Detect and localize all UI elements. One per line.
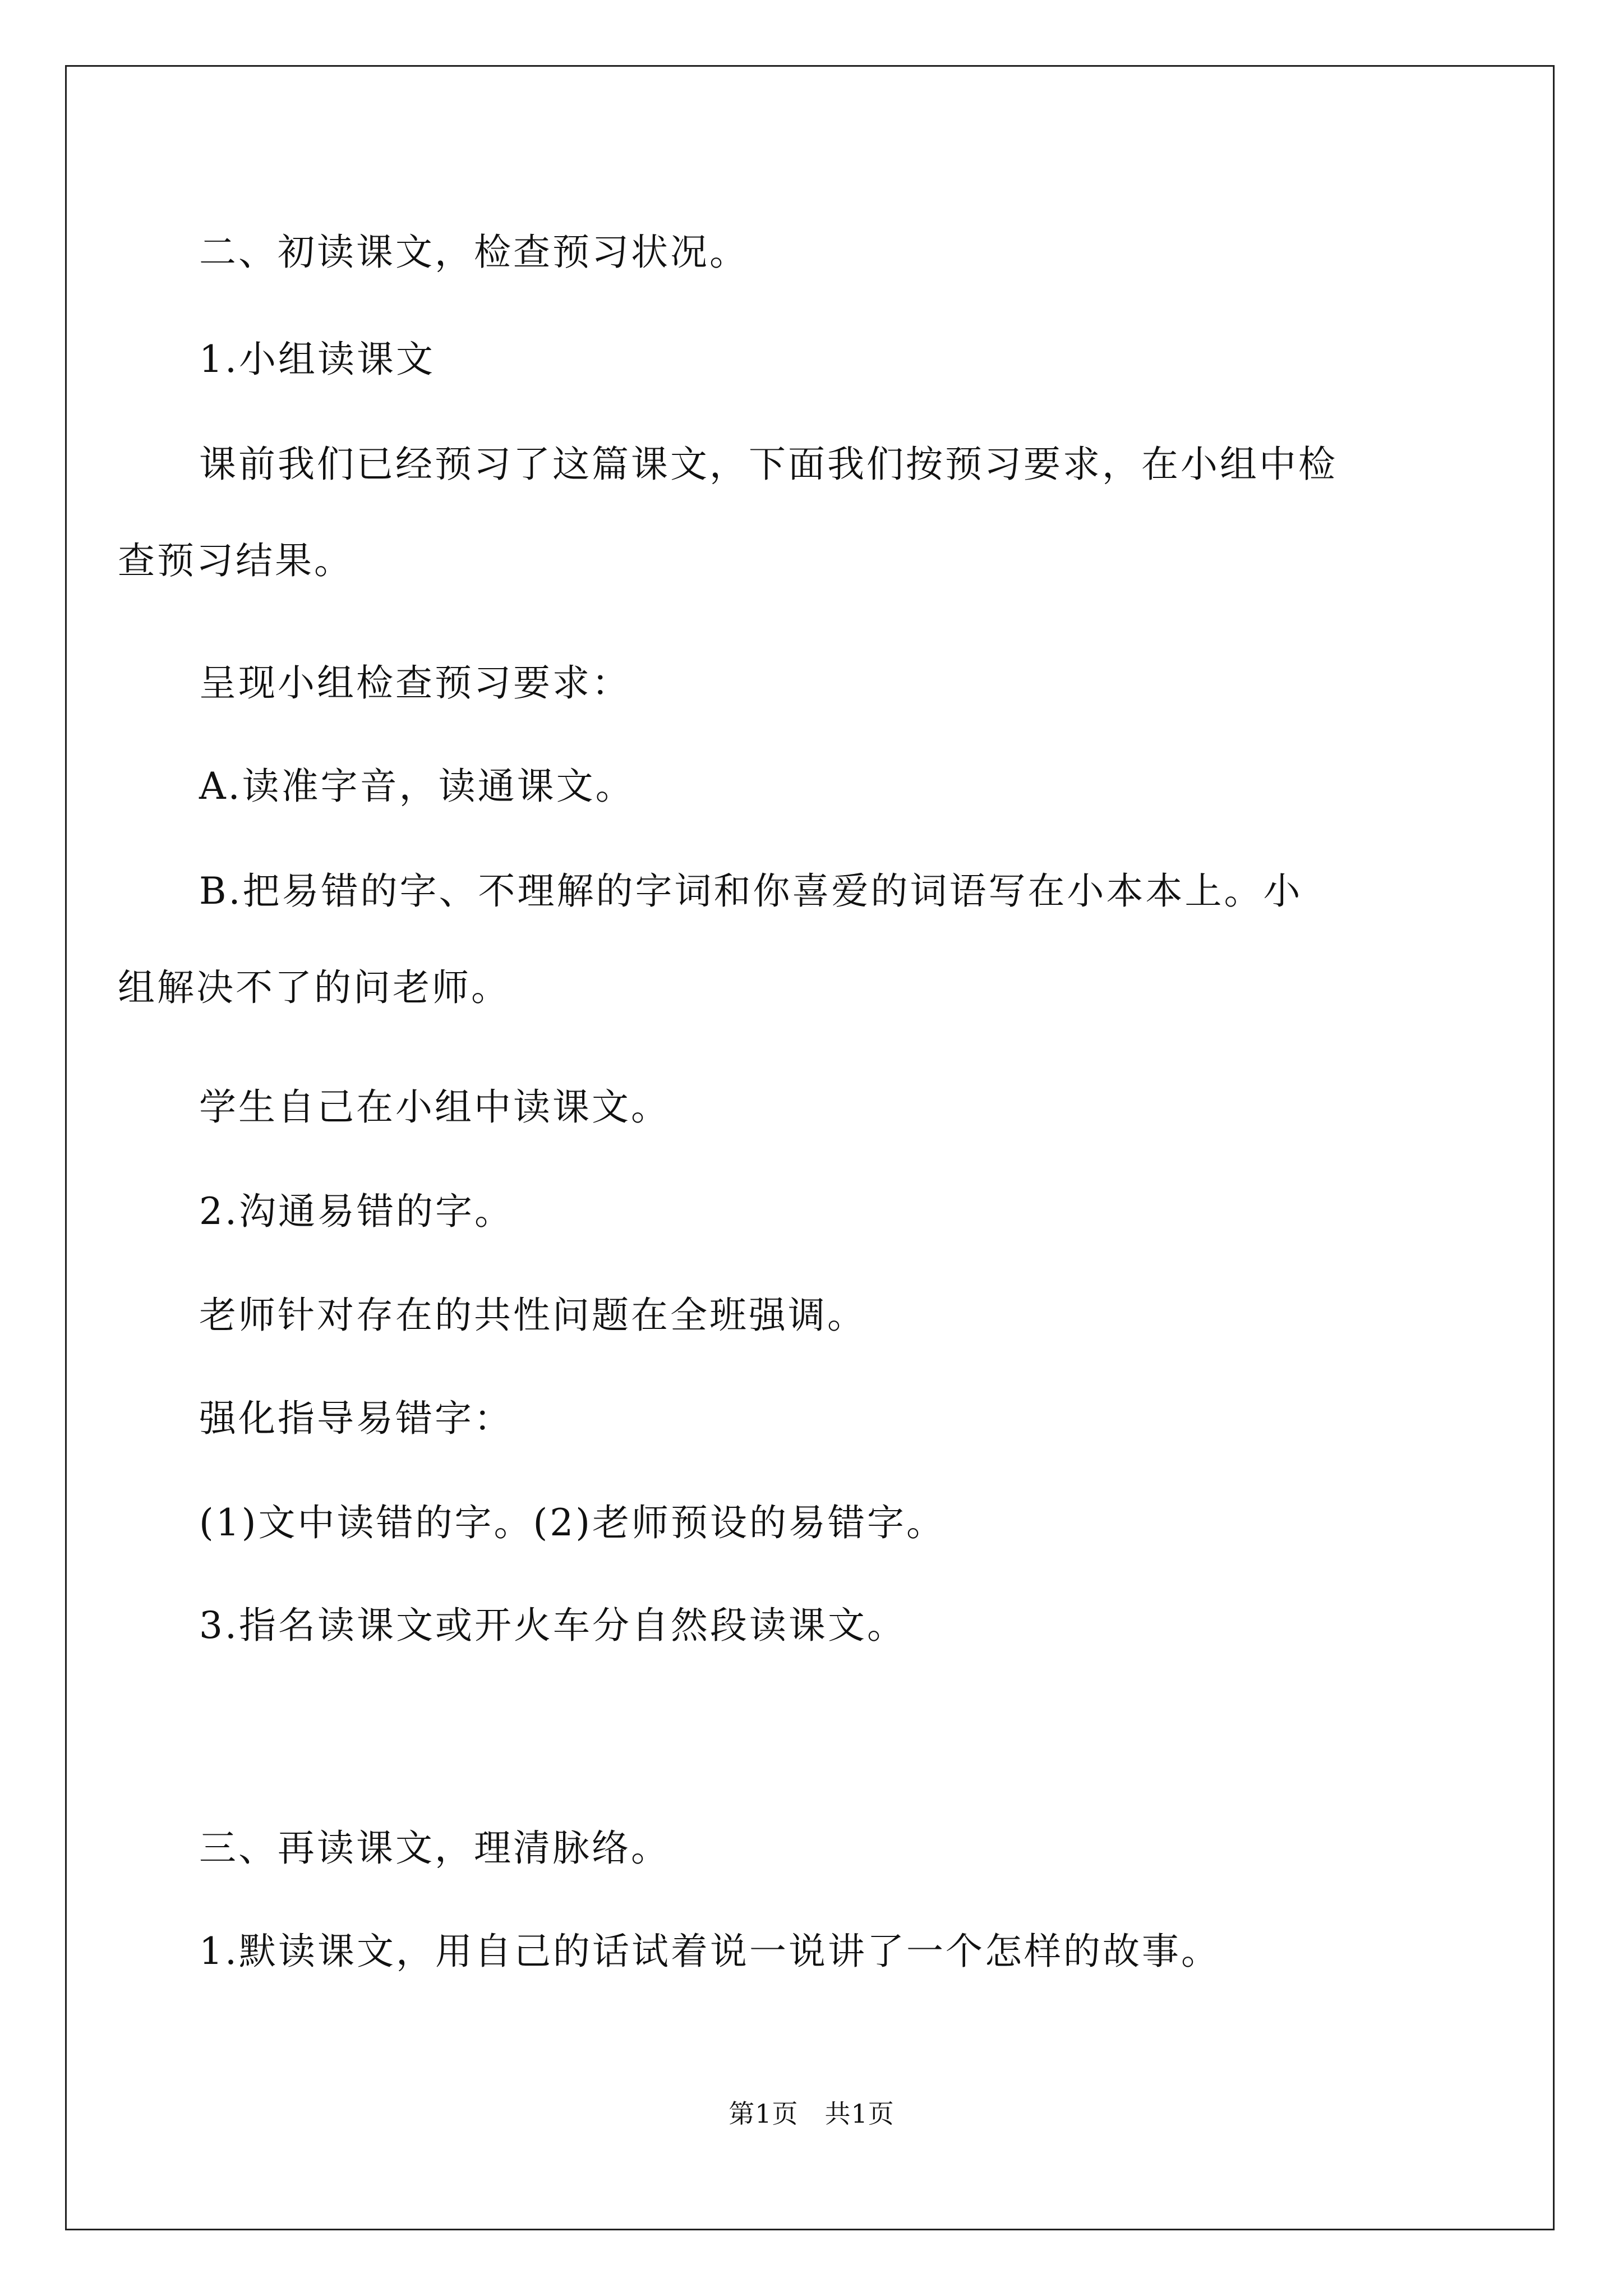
section-heading-3: 三、再读课文，理清脉络。 [199,1826,670,1870]
paragraph: 强化指导易错字： [199,1397,513,1440]
paragraph: B.把易错的字、不理解的字词和你喜爱的词语写在小本本上。小组解决不了的问老师。 [118,869,1303,1009]
paragraph: 1.小组读课文 [199,338,435,381]
paragraph: A.读准字音，读通课文。 [199,765,635,808]
paragraph: 3.指名读课文或开火车分自然段读课文。 [199,1604,906,1647]
page-number: 第1页 共1页 [728,2099,895,2129]
paragraph: 2.沟通易错的字。 [199,1190,514,1233]
paragraph: 呈现小组检查预习要求： [199,661,631,705]
section-heading-2: 二、初读课文，检查预习状况。 [199,231,749,274]
paragraph: 1.默读课文，用自己的话试着说一说讲了一个怎样的故事。 [199,1930,1220,1973]
paragraph: 学生自己在小组中读课文。 [199,1085,670,1129]
paragraph: 老师针对存在的共性问题在全班强调。 [199,1294,866,1337]
paragraph: 课前我们已经预习了这篇课文，下面我们按预习要求，在小组中检查预习结果。 [118,443,1338,582]
paragraph: (1)文中读错的字。(2)老师预设的易错字。 [199,1501,946,1544]
